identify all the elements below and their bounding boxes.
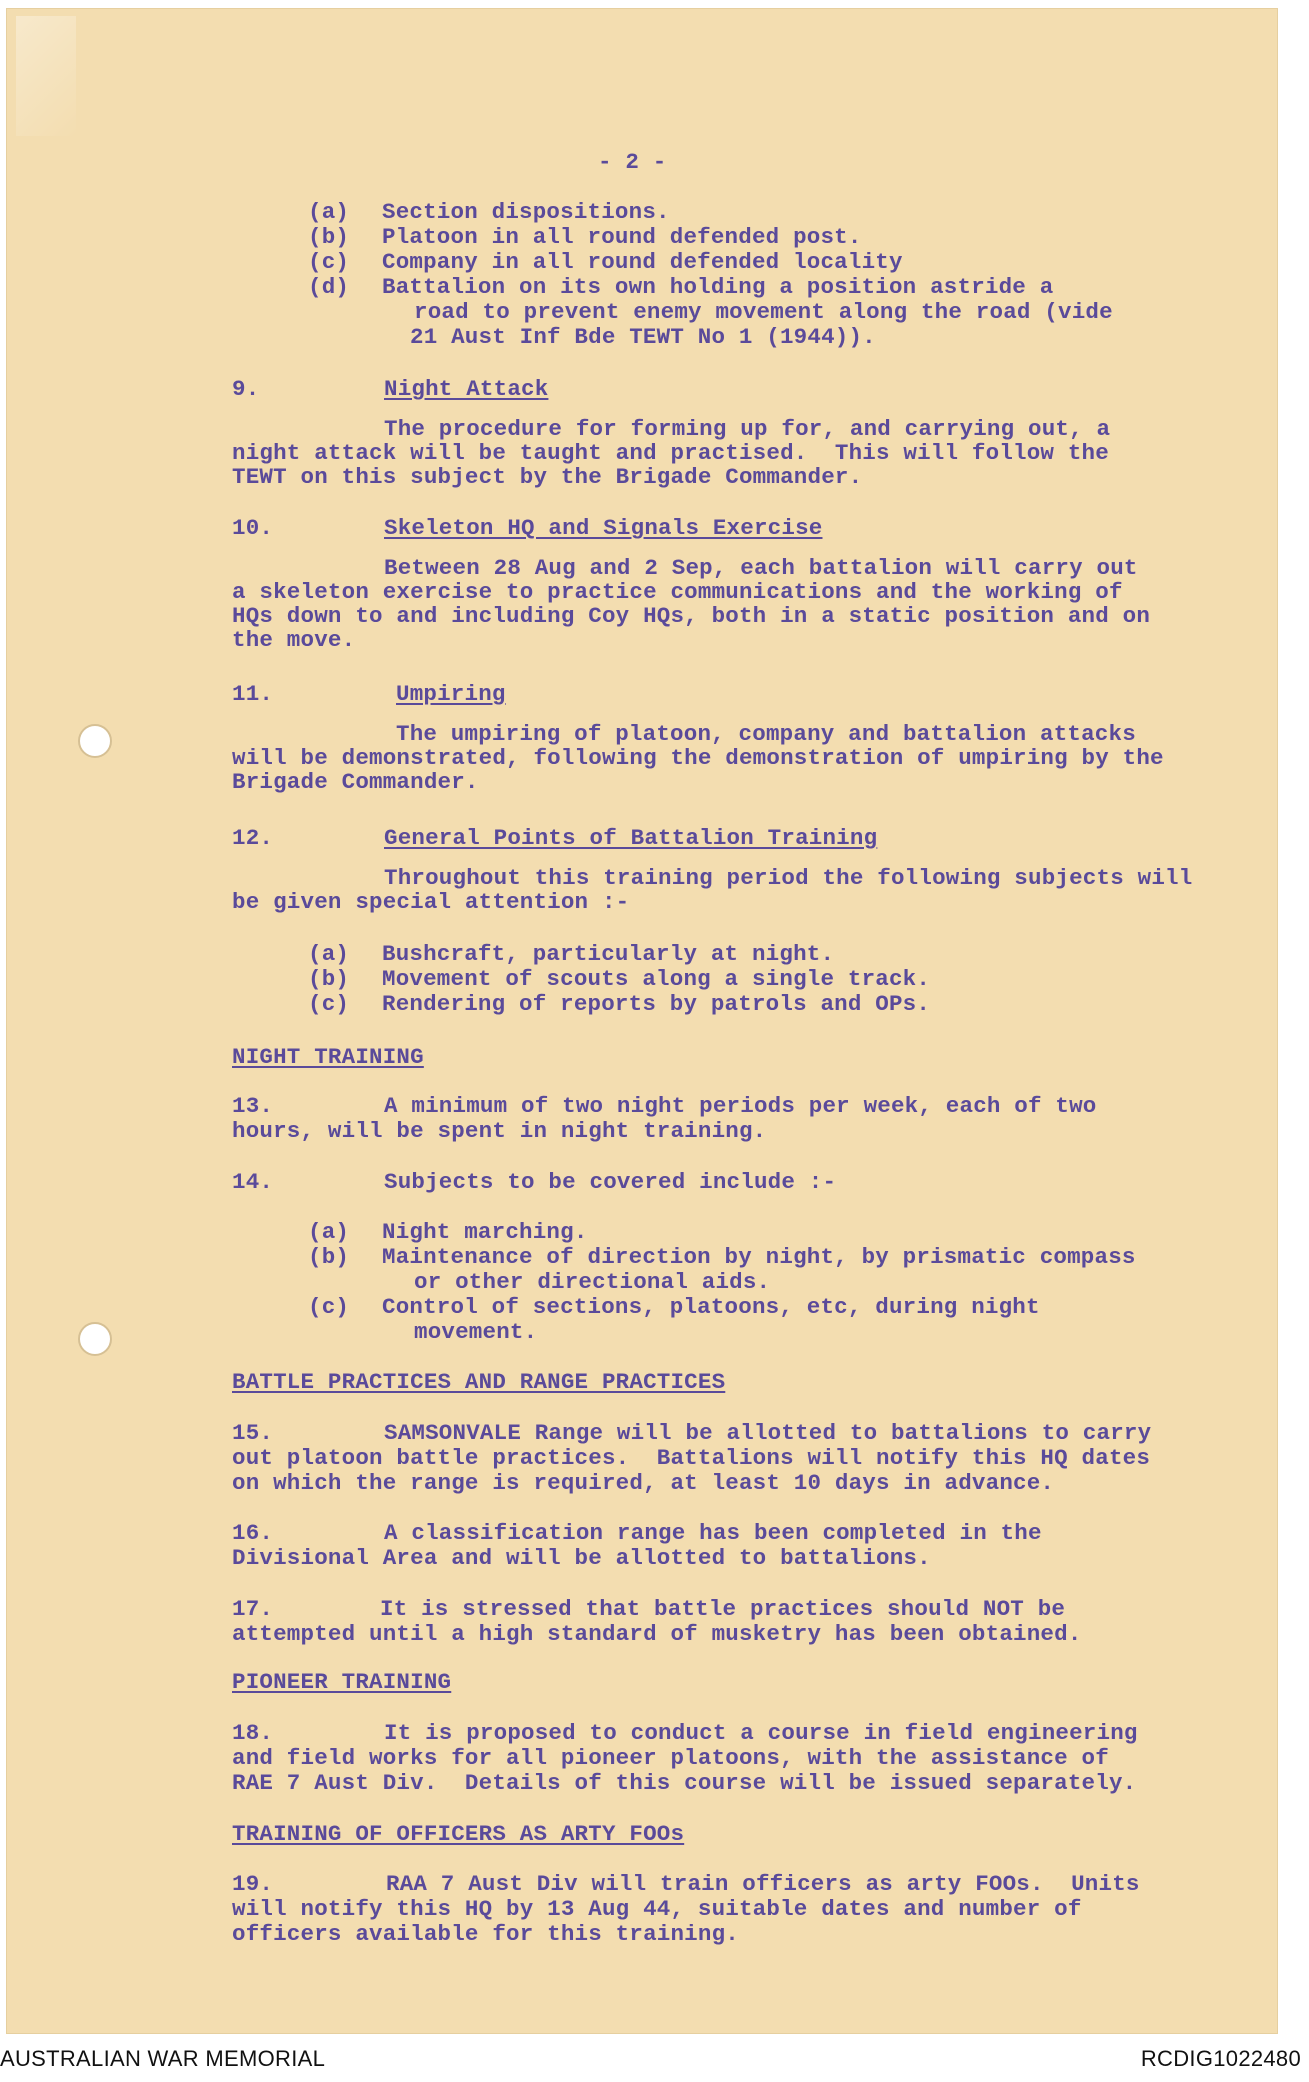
footer-source: AUSTRALIAN WAR MEMORIAL — [0, 2046, 326, 2071]
para-line: A classification range has been completed in the — [384, 1520, 1042, 1546]
punch-hole — [78, 724, 112, 758]
section-heading: PIONEER TRAINING — [232, 1669, 452, 1695]
para-line: be given special attention :- — [232, 889, 630, 915]
para-line: HQs down to and including Coy HQs, both in a static position and on — [232, 603, 1151, 629]
punch-hole — [78, 1322, 112, 1356]
section-heading: General Points of Battalion Training — [384, 825, 878, 851]
para-number: 13. — [232, 1093, 274, 1119]
list-item-continuation: 21 Aust Inf Bde TEWT No 1 (1944)). — [410, 324, 876, 350]
para-line: Brigade Commander. — [232, 769, 479, 795]
para-line: a skeleton exercise to practice communications and the working of — [232, 579, 1123, 605]
section-heading: Umpiring — [396, 681, 506, 707]
list-label: (b) — [308, 966, 350, 992]
list-label: (a) — [308, 199, 350, 225]
list-label: (d) — [308, 274, 350, 300]
list-label: (a) — [308, 941, 350, 967]
page-number: - 2 - — [598, 149, 667, 175]
para-line: on which the range is required, at least 10 days in advance. — [232, 1470, 1055, 1496]
para-number: 16. — [232, 1520, 274, 1546]
list-item: Maintenance of direction by night, by prismatic compass — [382, 1244, 1136, 1270]
para-number: 9. — [232, 376, 260, 402]
para-line: will be demonstrated, following the demonstration of umpiring by the — [232, 745, 1164, 771]
para-line: TEWT on this subject by the Brigade Commander. — [232, 464, 863, 490]
section-heading: TRAINING OF OFFICERS AS ARTY FOOs — [232, 1821, 685, 1847]
para-line: Throughout this training period the following subjects will — [384, 865, 1193, 891]
para-line: and field works for all pioneer platoons, with the assistance of — [232, 1745, 1109, 1771]
list-label: (c) — [308, 249, 350, 275]
list-label: (a) — [308, 1219, 350, 1245]
list-item: Rendering of reports by patrols and OPs. — [382, 991, 931, 1017]
list-item: Battalion on its own holding a position astride a — [382, 274, 1054, 300]
para-line: will notify this HQ by 13 Aug 44, suitable dates and number of — [232, 1896, 1082, 1922]
para-number: 18. — [232, 1720, 274, 1746]
list-item: Movement of scouts along a single track. — [382, 966, 931, 992]
list-item-continuation: movement. — [414, 1319, 538, 1345]
para-line: It is stressed that battle practices should NOT be — [380, 1596, 1066, 1622]
list-label: (c) — [308, 991, 350, 1017]
para-line: out platoon battle practices. Battalions will notify this HQ dates — [232, 1445, 1151, 1471]
para-number: 10. — [232, 515, 274, 541]
para-line: attempted until a high standard of musketry has been obtained. — [232, 1621, 1082, 1647]
para-number: 11. — [232, 681, 274, 707]
para-line: RAE 7 Aust Div. Details of this course will be issued separately. — [232, 1770, 1137, 1796]
para-line: Divisional Area and will be allotted to battalions. — [232, 1545, 931, 1571]
list-label: (b) — [308, 1244, 350, 1270]
footer-id: RCDIG1022480 — [1140, 2046, 1301, 2071]
para-line: Subjects to be covered include :- — [384, 1169, 837, 1195]
para-line: A minimum of two night periods per week, each of two — [384, 1093, 1097, 1119]
para-number: 12. — [232, 825, 274, 851]
list-item: Control of sections, platoons, etc, during night — [382, 1294, 1040, 1320]
list-item-continuation: road to prevent enemy movement along the road (vide — [414, 299, 1113, 325]
para-line: the move. — [232, 627, 356, 653]
para-number: 15. — [232, 1420, 274, 1446]
para-line: officers available for this training. — [232, 1921, 739, 1947]
para-line: Between 28 Aug and 2 Sep, each battalion will carry out — [384, 555, 1138, 581]
list-item: Platoon in all round defended post. — [382, 224, 862, 250]
list-label: (c) — [308, 1294, 350, 1320]
section-heading: NIGHT TRAINING — [232, 1044, 424, 1070]
section-heading: Skeleton HQ and Signals Exercise — [384, 515, 823, 541]
para-line: night attack will be taught and practised. This will follow the — [232, 440, 1109, 466]
para-line: The procedure for forming up for, and carrying out, a — [384, 416, 1111, 442]
para-line: It is proposed to conduct a course in field engineering — [384, 1720, 1138, 1746]
para-line: RAA 7 Aust Div will train officers as arty FOOs. Units — [386, 1871, 1140, 1897]
section-heading: BATTLE PRACTICES AND RANGE PRACTICES — [232, 1369, 726, 1395]
para-line: hours, will be spent in night training. — [232, 1118, 767, 1144]
para-number: 17. — [232, 1596, 274, 1622]
page-crease — [16, 16, 76, 136]
list-item: Night marching. — [382, 1219, 588, 1245]
list-item: Section dispositions. — [382, 199, 670, 225]
para-number: 19. — [232, 1871, 274, 1897]
section-heading: Night Attack — [384, 376, 549, 402]
list-item-continuation: or other directional aids. — [414, 1269, 771, 1295]
para-line: The umpiring of platoon, company and battalion attacks — [396, 721, 1136, 747]
para-line: SAMSONVALE Range will be allotted to battalions to carry — [384, 1420, 1152, 1446]
list-item: Company in all round defended locality — [382, 249, 903, 275]
para-number: 14. — [232, 1169, 274, 1195]
list-label: (b) — [308, 224, 350, 250]
list-item: Bushcraft, particularly at night. — [382, 941, 835, 967]
